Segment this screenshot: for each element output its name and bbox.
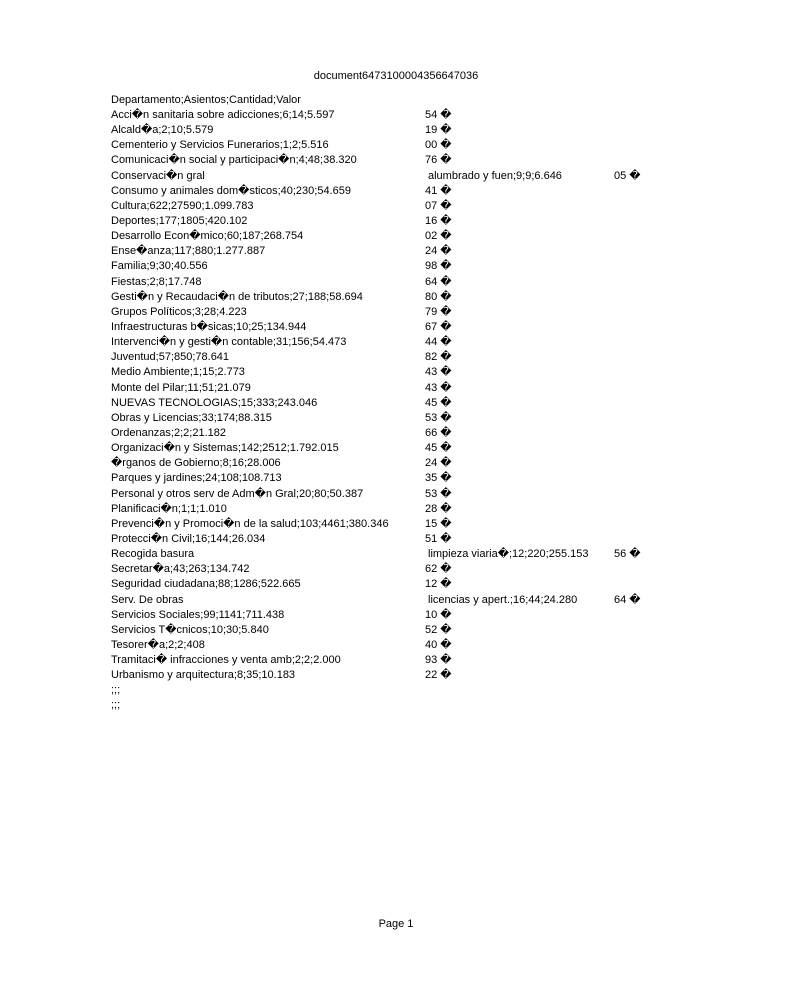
data-row (0, 108, 792, 123)
data-row (0, 426, 792, 441)
data-row (0, 441, 792, 456)
page-number: Page 1 (378, 918, 414, 930)
row-tail: 05 � (614, 169, 641, 182)
data-row (0, 502, 792, 517)
row-continuation: 45 � (425, 396, 452, 409)
row-continuation: 16 � (425, 214, 452, 227)
row-continuation: 02 � (425, 230, 452, 243)
data-row (0, 396, 792, 411)
row-continuation: 07 � (425, 199, 452, 212)
row-continuation: limpieza viaria�;12;220;255.153 (428, 548, 589, 561)
row-text: Recogida basura (111, 548, 195, 561)
row-continuation: 82 � (425, 351, 452, 364)
row-continuation: 64 � (425, 275, 452, 288)
row-text: Personal y otros serv de Adm�n Gral;20;80;50.387 (111, 487, 364, 500)
row-continuation: 51 � (425, 532, 452, 545)
data-row (0, 229, 792, 244)
row-continuation: 80 � (425, 290, 452, 303)
data-row (0, 365, 792, 380)
row-tail: 56 � (614, 548, 641, 561)
data-row (0, 290, 792, 305)
row-continuation: 45 � (425, 442, 452, 455)
data-row (0, 577, 792, 592)
row-text: Comunicaci�n social y participaci�n;4;48;38.320 (111, 154, 357, 167)
data-row (0, 517, 792, 532)
row-text: Desarrollo Econ�mico;60;187;268.754 (111, 230, 304, 243)
data-row (0, 169, 792, 184)
row-continuation: 53 � (425, 411, 452, 424)
row-continuation: 44 � (425, 336, 452, 349)
data-row (0, 199, 792, 214)
row-text: Conservaci�n gral (111, 169, 205, 182)
row-text: Organizaci�n y Sistemas;142;2512;1.792.015 (111, 442, 339, 455)
row-continuation: 53 � (425, 487, 452, 500)
row-continuation: 00 � (425, 139, 452, 152)
row-tail: 64 � (614, 593, 641, 606)
row-text: Seguridad ciudadana;88;1286;522.665 (111, 578, 301, 591)
row-text: Ordenanzas;2;2;21.182 (111, 426, 226, 439)
row-continuation: 93 � (425, 654, 452, 667)
row-continuation: 15 � (425, 517, 452, 530)
data-row (0, 487, 792, 502)
data-row (0, 638, 792, 653)
row-text: Tramitaci� infracciones y venta amb;2;2;2.000 (111, 654, 341, 667)
row-text: NUEVAS TECNOLOGIAS;15;333;243.046 (111, 396, 318, 409)
csv-header: Departamento;Asientos;Cantidad;Valor (111, 94, 301, 106)
row-text: Planificaci�n;1;1;1.010 (111, 502, 227, 515)
row-text: Parques y jardines;24;108;108.713 (111, 472, 282, 485)
row-text: ;;; (111, 699, 121, 712)
data-row (0, 259, 792, 274)
row-continuation: 41 � (425, 184, 452, 197)
data-row (0, 698, 792, 713)
row-text: Grupos Políticos;3;28;4.223 (111, 305, 247, 318)
row-text: Intervenci�n y gesti�n contable;31;156;54.473 (111, 336, 347, 349)
data-row (0, 275, 792, 290)
data-row (0, 668, 792, 683)
row-text: Servicios Sociales;99;1141;711.438 (111, 608, 285, 621)
row-continuation: 54 � (425, 109, 452, 121)
row-continuation: 24 � (425, 245, 452, 258)
row-continuation: 52 � (425, 623, 452, 636)
data-row (0, 214, 792, 229)
row-continuation: 19 � (425, 124, 452, 137)
row-text: Consumo y animales dom�sticos;40;230;54.659 (111, 184, 351, 197)
data-row (0, 320, 792, 335)
row-text: Gesti�n y Recaudaci�n de tributos;27;188;58.694 (111, 290, 363, 303)
row-text: Prevenci�n y Promoci�n de la salud;103;4461;380.346 (111, 517, 389, 530)
row-continuation: licencias y apert.;16;44;24.280 (428, 593, 578, 606)
row-continuation: alumbrado y fuen;9;9;6.646 (428, 169, 562, 182)
row-continuation: 28 � (425, 502, 452, 515)
data-row (0, 153, 792, 168)
data-row (0, 184, 792, 199)
row-text: Secretar�a;43;263;134.742 (111, 563, 250, 576)
row-continuation: 66 � (425, 426, 452, 439)
data-row (0, 335, 792, 350)
row-text: Infraestructuras b�sicas;10;25;134.944 (111, 320, 307, 333)
data-row (0, 683, 792, 698)
row-text: Medio Ambiente;1;15;2.773 (111, 366, 245, 379)
data-row (0, 471, 792, 486)
row-text: Juventud;57;850;78.641 (111, 351, 230, 364)
row-text: Urbanismo y arquitectura;8;35;10.183 (111, 669, 296, 682)
row-continuation: 40 � (425, 638, 452, 651)
data-row (0, 532, 792, 547)
data-row (0, 547, 792, 562)
row-text: Cementerio y Servicios Funerarios;1;2;5.516 (111, 139, 329, 152)
data-row (0, 381, 792, 396)
data-row (0, 608, 792, 623)
row-continuation: 43 � (425, 366, 452, 379)
data-row (0, 244, 792, 259)
row-continuation: 67 � (425, 320, 452, 333)
row-continuation: 24 � (425, 457, 452, 470)
row-continuation: 98 � (425, 260, 452, 273)
row-continuation: 12 � (425, 578, 452, 591)
data-row (0, 350, 792, 365)
data-row (0, 138, 792, 153)
row-continuation: 35 � (425, 472, 452, 485)
data-rows (0, 108, 792, 714)
data-row (0, 456, 792, 471)
data-row (0, 623, 792, 638)
row-text: Obras y Licencias;33;174;88.315 (111, 411, 272, 424)
row-continuation: 22 � (425, 669, 452, 682)
row-text: Tesorer�a;2;2;408 (111, 638, 205, 651)
row-text: Acci�n sanitaria sobre adicciones;6;14;5.597 (111, 109, 335, 121)
data-row (0, 653, 792, 668)
row-text: Fiestas;2;8;17.748 (111, 275, 202, 288)
row-text: Alcald�a;2;10;5.579 (111, 124, 214, 137)
row-text: Cultura;622;27590;1.099.783 (111, 199, 254, 212)
row-text: Protecci�n Civil;16;144;26.034 (111, 532, 266, 545)
document-title: document6473100004356647036 (313, 70, 479, 82)
data-row (0, 411, 792, 426)
data-row (0, 123, 792, 138)
data-row (0, 305, 792, 320)
row-text: Ense�anza;117;880;1.277.887 (111, 245, 266, 258)
row-continuation: 10 � (425, 608, 452, 621)
data-row (0, 562, 792, 577)
row-continuation: 62 � (425, 563, 452, 576)
row-text: Servicios T�cnicos;10;30;5.840 (111, 623, 269, 636)
row-continuation: 76 � (425, 154, 452, 167)
row-text: Familia;9;30;40.556 (111, 260, 208, 273)
row-continuation: 79 � (425, 305, 452, 318)
row-text: ;;; (111, 684, 121, 697)
row-continuation: 43 � (425, 381, 452, 394)
row-text: �rganos de Gobierno;8;16;28.006 (111, 457, 281, 470)
data-row (0, 593, 792, 608)
row-text: Serv. De obras (111, 593, 184, 606)
row-text: Monte del Pilar;11;51;21.079 (111, 381, 251, 394)
row-text: Deportes;177;1805;420.102 (111, 214, 248, 227)
